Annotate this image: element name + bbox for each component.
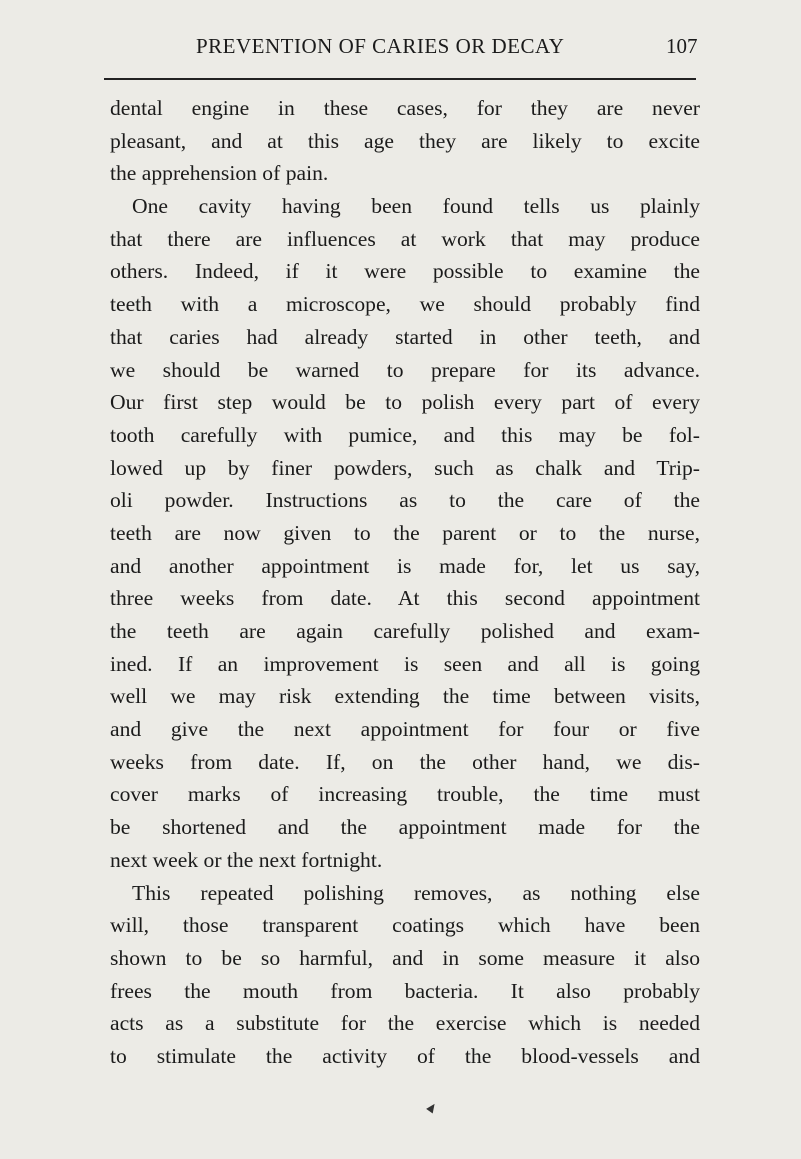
text-line: frees the mouth from bacteria. It also probably <box>110 978 700 1003</box>
text-line: and another appointment is made for, let us say, <box>110 553 700 578</box>
text-line: pleasant, and at this age they are likely to excite <box>110 128 700 153</box>
text-line: three weeks from date. At this second appointment <box>110 586 700 611</box>
header-rule <box>104 78 696 80</box>
text-line: next week or the next fortnight. <box>110 847 383 872</box>
text-line: acts as a substitute for the exercise which is needed <box>110 1011 700 1036</box>
running-head: PREVENTION OF CARIES OR DECAY <box>196 34 565 58</box>
text-line: we should be warned to prepare for its advance. <box>110 357 700 382</box>
text-line: This repeated polishing removes, as nothing else <box>132 880 700 905</box>
text-line: shown to be so harmful, and in some measure it also <box>110 945 700 970</box>
text-line: One cavity having been found tells us plainly <box>132 194 700 219</box>
text-line: and give the next appointment for four or five <box>110 717 700 742</box>
text-line: will, those transparent coatings which have been <box>110 913 700 938</box>
text-line: that there are influences at work that may produce <box>110 226 700 251</box>
text-line: that caries had already started in other teeth, and <box>110 324 700 349</box>
text-line: lowed up by finer powders, such as chalk and Trip- <box>110 455 700 480</box>
text-line: dental engine in these cases, for they are never <box>110 96 700 120</box>
text-line: to stimulate the activity of the blood-vessels and <box>110 1043 700 1068</box>
page-number: 107 <box>666 34 698 58</box>
body-text <box>110 92 700 1073</box>
text-line: be shortened and the appointment made for the <box>110 815 700 840</box>
text-line: teeth with a microscope, we should probably find <box>110 292 700 317</box>
text-line: weeks from date. If, on the other hand, we dis- <box>110 749 700 774</box>
text-line: the apprehension of pain. <box>110 161 329 186</box>
text-line: tooth carefully with pumice, and this may be fol- <box>110 422 700 447</box>
text-line: well we may risk extending the time between visits, <box>110 684 700 709</box>
text-line: teeth are now given to the parent or to the nurse, <box>110 520 700 545</box>
text-line: Our first step would be to polish every part of every <box>110 390 700 415</box>
text-line: cover marks of increasing trouble, the time must <box>110 782 700 807</box>
ink-mark <box>426 1102 438 1114</box>
text-line: oli powder. Instructions as to the care of the <box>110 488 700 513</box>
text-line: others. Indeed, if it were possible to examine the <box>110 259 700 284</box>
text-line: the teeth are again carefully polished and exam- <box>110 619 700 643</box>
text-line: ined. If an improvement is seen and all is going <box>110 651 700 676</box>
